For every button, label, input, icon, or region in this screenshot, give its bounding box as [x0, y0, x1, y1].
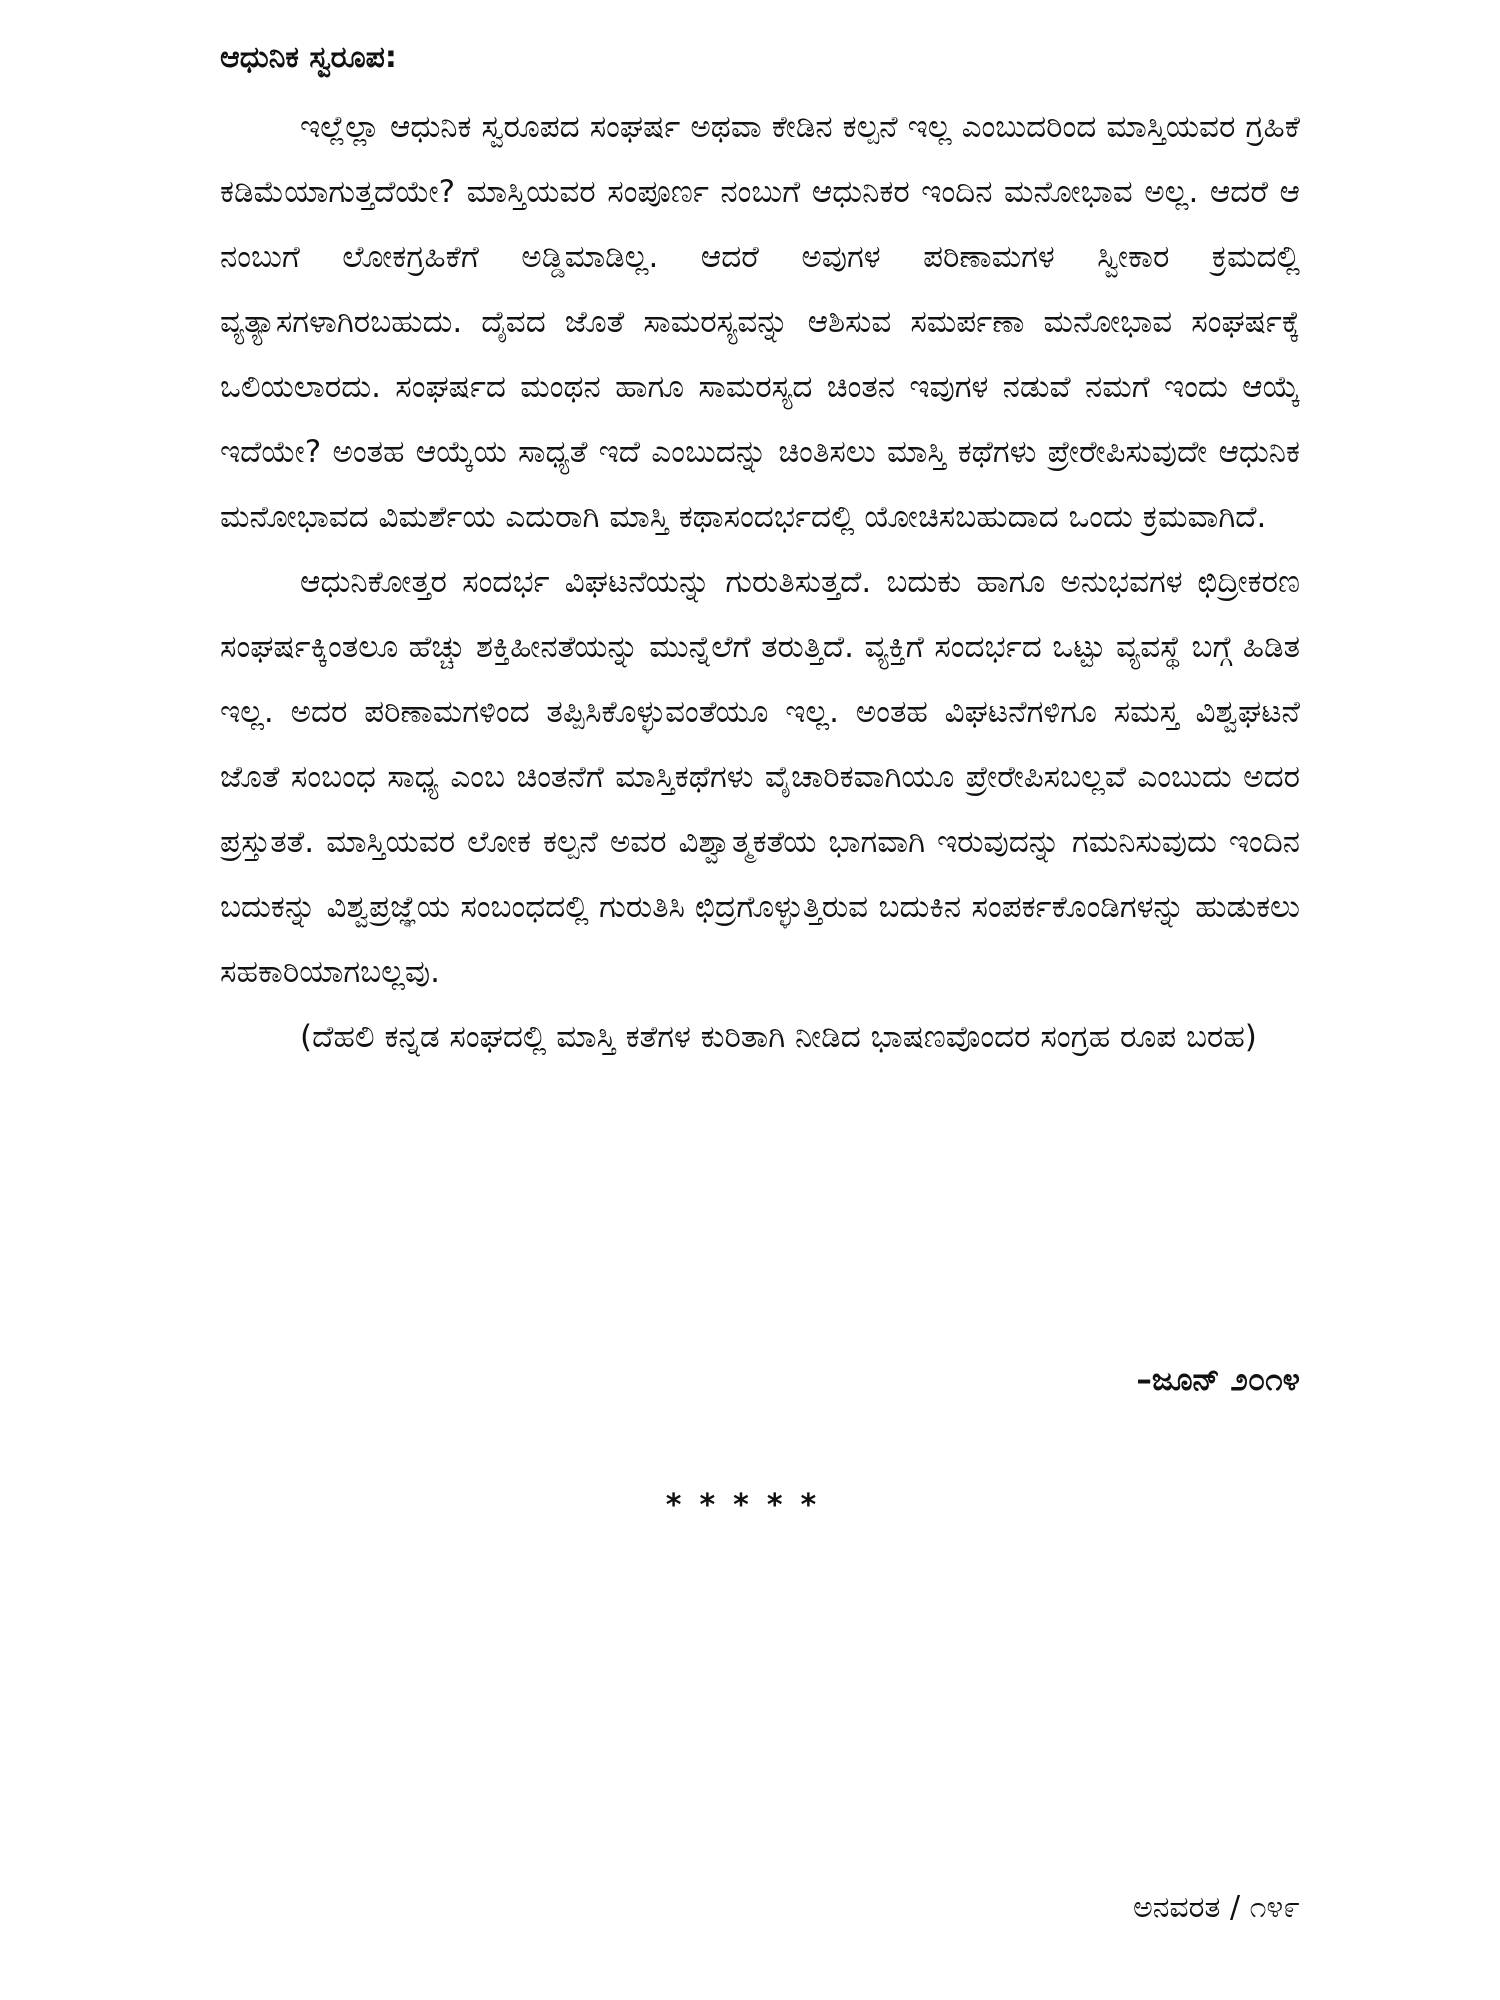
paragraph: ಆಧುನಿಕೋತ್ತರ ಸಂದರ್ಭ ವಿಘಟನೆಯನ್ನು ಗುರುತಿಸುತ್ತದೆ. ಬದುಕು ಹಾಗೂ ಅನುಭವಗಳ ಛಿದ್ರೀಕರಣ ಸಂಘರ್ಷಕ್ಕಿಂತಲೂ ಹೆಚ್ಚು ಶಕ್ತಿಹೀನತೆಯನ್ನು ಮುನ್ನೆಲೆಗೆ ತರುತ್ತಿದೆ. ವ್ಯಕ್ತಿಗೆ ಸಂದರ್ಭದ ಒಟ್ಟು ವ್ಯವಸ್ಥೆ ಬಗ್ಗೆ ಹಿಡಿತ ಇಲ್ಲ. ಅದರ ಪರಿಣಾಮಗಳಿಂದ ತಪ್ಪಿಸಿಕೊಳ್ಳುವಂತೆಯೂ ಇಲ್ಲ. ಅಂತಹ ವಿಘಟನೆಗಳಿಗೂ ಸಮಸ್ತ ವಿಶ್ವಘಟನೆ ಜೊತೆ ಸಂಬಂಧ ಸಾಧ್ಯ ಎಂಬ ಚಿಂತನೆಗೆ ಮಾಸ್ತಿಕಥೆಗಳು ವೈಚಾರಿಕವಾಗಿಯೂ ಪ್ರೇರೇಪಿಸಬಲ್ಲವೆ ಎಂಬುದು ಅದರ ಪ್ರಸ್ತುತತೆ. ಮಾಸ್ತಿಯವರ ಲೋಕ ಕಲ್ಪನೆ ಅವರ ವಿಶ್ವಾತ್ಮಕತೆಯ ಭಾಗವಾಗಿ ಇರುವುದನ್ನು ಗಮನಿಸುವುದು ಇಂದಿನ ಬದುಕನ್ನು ವಿಶ್ವಪ್ರಜ್ಞೆಯ ಸಂಬಂಧದಲ್ಲಿ ಗುರುತಿಸಿ ಛಿದ್ರಗೊಳ್ಳುತ್ತಿರುವ ಬದುಕಿನ ಸಂಪರ್ಕಕೊಂಡಿಗಳನ್ನು ಹುಡುಕಲು ಸಹಕಾರಿಯಾಗಬಲ್ಲವು.: [220, 564, 1300, 990]
page-footer: ಅನವರತ / ೧೪೯: [1132, 1890, 1300, 1925]
paragraph: ಇಲ್ಲೆಲ್ಲಾ ಆಧುನಿಕ ಸ್ವರೂಪದ ಸಂಘರ್ಷ ಅಥವಾ ಕೇಡಿನ ಕಲ್ಪನೆ ಇಲ್ಲ ಎಂಬುದರಿಂದ ಮಾಸ್ತಿಯವರ ಗ್ರಹಿಕೆ ಕಡಿಮೆಯಾಗುತ್ತದೆಯೇ? ಮಾಸ್ತಿಯವರ ಸಂಪೂರ್ಣ ನಂಬುಗೆ ಆಧುನಿಕರ ಇಂದಿನ ಮನೋಭಾವ ಅಲ್ಲ. ಆದರೆ ಆ ನಂಬುಗೆ ಲೋಕಗ್ರಹಿಕೆಗೆ ಅಡ್ಡಿಮಾಡಿಲ್ಲ. ಆದರೆ ಅವುಗಳ ಪರಿಣಾಮಗಳ ಸ್ವೀಕಾರ ಕ್ರಮದಲ್ಲಿ ವ್ಯತ್ಯಾಸಗಳಾಗಿರಬಹುದು. ದೈವದ ಜೊತೆ ಸಾಮರಸ್ಯವನ್ನು ಆಶಿಸುವ ಸಮರ್ಪಣಾ ಮನೋಭಾವ ಸಂಘರ್ಷಕ್ಕೆ ಒಲಿಯಲಾರದು. ಸಂಘರ್ಷದ ಮಂಥನ ಹಾಗೂ ಸಾಮರಸ್ಯದ ಚಿಂತನ ಇವುಗಳ ನಡುವೆ ನಮಗೆ ಇಂದು ಆಯ್ಕೆ ಇದೆಯೇ? ಅಂತಹ ಆಯ್ಕೆಯ ಸಾಧ್ಯತೆ ಇದೆ ಎಂಬುದನ್ನು ಚಿಂತಿಸಲು ಮಾಸ್ತಿ ಕಥೆಗಳು ಪ್ರೇರೇಪಿಸುವುದೇ ಆಧುನಿಕ ಮನೋಭಾವದ ವಿಮರ್ಶೆಯ ಎದುರಾಗಿ ಮಾಸ್ತಿ ಕಥಾಸಂದರ್ಭದಲ್ಲಿ ಯೋಚಿಸಬಹುದಾದ ಒಂದು ಕ್ರಮವಾಗಿದೆ.: [220, 109, 1300, 535]
section-heading: ಆಧುನಿಕ ಸ್ವರೂಪ:: [220, 40, 397, 75]
date-line: –ಜೂನ್ ೨೦೧೪: [1136, 1362, 1300, 1398]
section-divider: *****: [665, 1488, 835, 1523]
closing-note: (ದೆಹಲಿ ಕನ್ನಡ ಸಂಘದಲ್ಲಿ ಮಾಸ್ತಿ ಕತೆಗಳ ಕುರಿತಾಗಿ ನೀಡಿದ ಭಾಷಣವೊಂದರ ಸಂಗ್ರಹ ರೂಪ ಬರಹ): [300, 1019, 1257, 1055]
article-body: [220, 95, 1300, 1070]
